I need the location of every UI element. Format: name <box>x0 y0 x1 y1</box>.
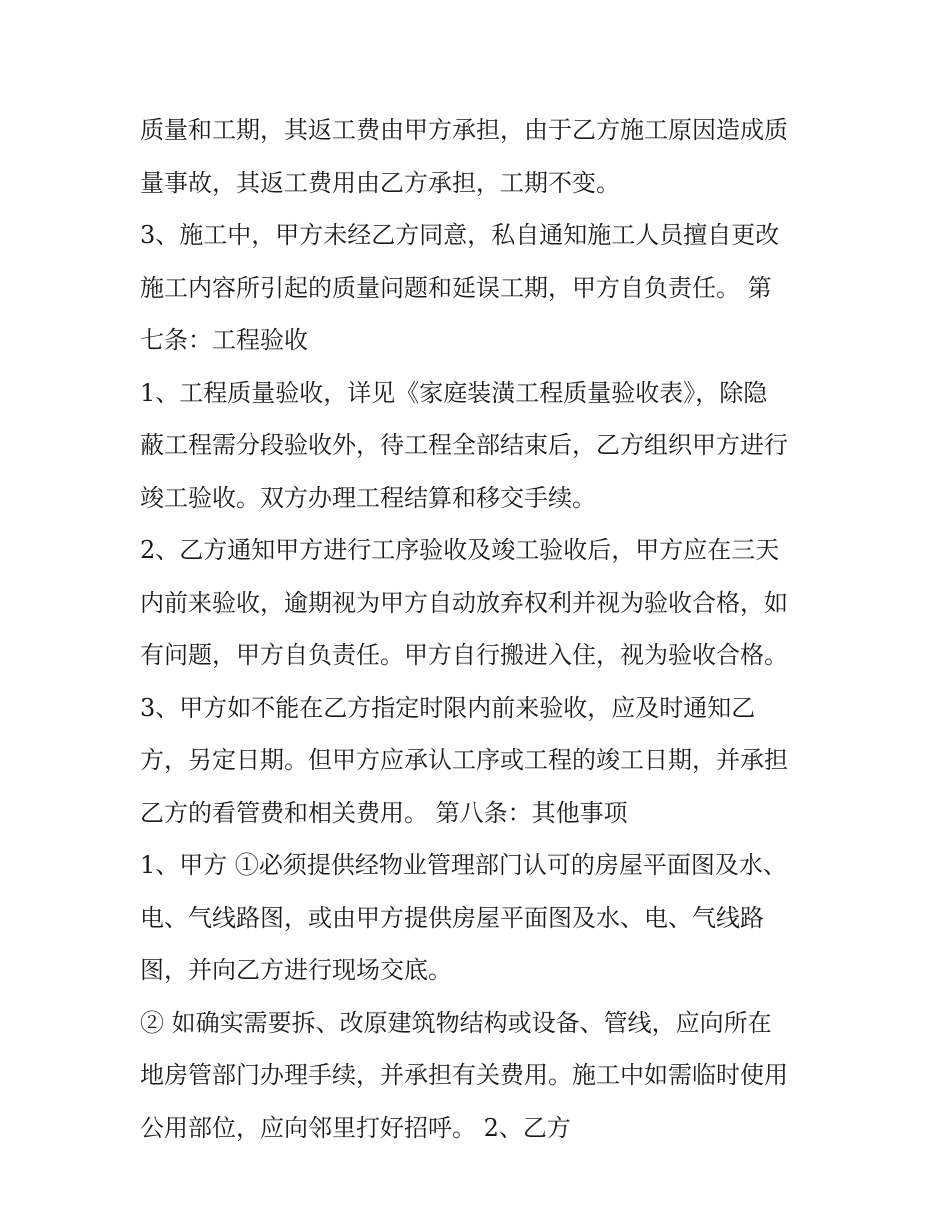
text-line: 1、甲方 ①必须提供经物业管理部门认可的房屋平面图及水、 <box>140 851 787 879</box>
text-line: 乙方的看管费和相关费用。 第八条：其他事项 <box>140 798 628 827</box>
contract-text <box>140 104 820 1154</box>
text-line: 竣工验收。双方办理工程结算和移交手续。 <box>140 483 596 512</box>
text-line: 蔽工程需分段验收外，待工程全部结束后，乙方组织甲方进行 <box>140 431 788 459</box>
text-line: 有问题，甲方自负责任。甲方自行搬进入住，视为验收合格。 <box>140 641 788 669</box>
text-line: 图，并向乙方进行现场交底。 <box>140 956 452 984</box>
text-line: ② 如确实需要拆、改原建筑物结构或设备、管线，应向所在 <box>140 1008 772 1037</box>
text-line: 质量和工期，其返工费由甲方承担，由于乙方施工原因造成质 <box>140 116 788 144</box>
text-line: 施工内容所引起的质量问题和延误工期，甲方自负责任。 第 <box>140 273 772 302</box>
text-line: 3、甲方如不能在乙方指定时限内前来验收，应及时通知乙 <box>140 693 756 722</box>
text-line: 1、工程质量验收，详见《家庭装潢工程质量验收表》，除隐 <box>140 378 768 407</box>
text-line: 内前来验收，逾期视为甲方自动放弃权利并视为验收合格，如 <box>140 588 788 617</box>
text-line: 地房管部门办理手续，并承担有关费用。施工中如需临时使用 <box>140 1061 788 1089</box>
text-line: 量事故，其返工费用由乙方承担，工期不变。 <box>140 168 620 197</box>
text-line: 2、乙方通知甲方进行工序验收及竣工验收后，甲方应在三天 <box>140 536 780 564</box>
text-line: 3、施工中，甲方未经乙方同意，私自通知施工人员擅自更改 <box>140 221 780 249</box>
text-line: 公用部位，应向邻里打好招呼。 2、乙方 <box>140 1113 571 1142</box>
text-line: 方，另定日期。但甲方应承认工序或工程的竣工日期，并承担 <box>140 746 788 774</box>
section-heading-acceptance: 七条：工程验收 <box>140 326 308 354</box>
text-line: 电、气线路图，或由甲方提供房屋平面图及水、电、气线路 <box>140 903 764 932</box>
